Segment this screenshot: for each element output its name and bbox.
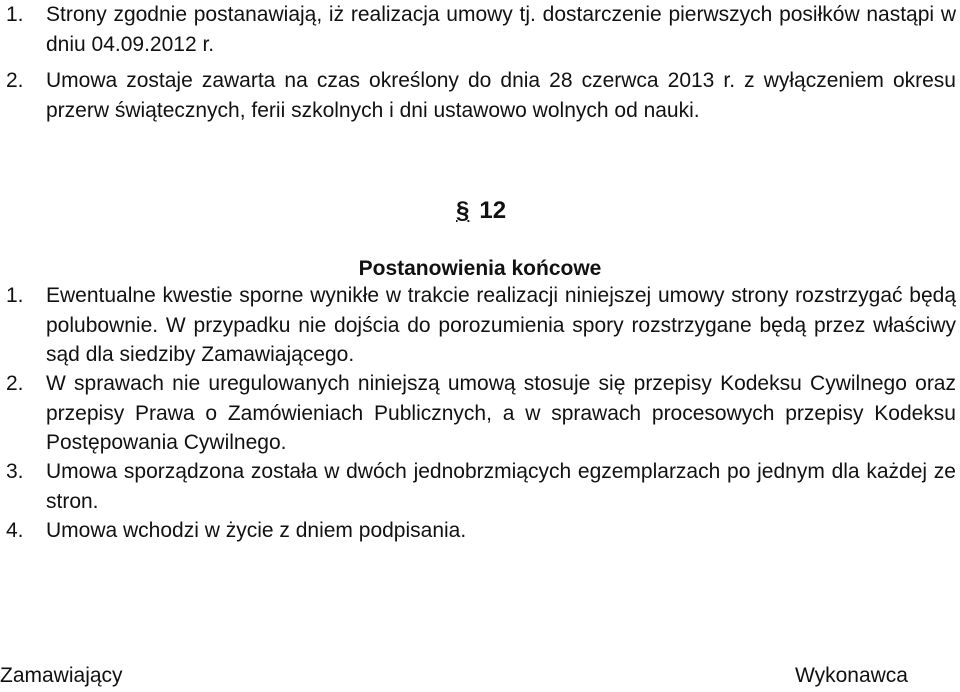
item-text: Ewentualne kwestie sporne wynikłe w trakcie realizacji niniejszej umowy strony rozstrzygać będą polubownie. W przypadku nie dojścia do porozumienia spory rozstrzygane będą przez właściwy sąd dla siedziby Zamawiającego. [46, 284, 956, 366]
list-item [6, 457, 956, 516]
item-number: 4. [6, 519, 24, 542]
item-text: Umowa sporządzona została w dwóch jednobrzmiących egzemplarzach po jednym dla każdej ze stron. [46, 460, 956, 513]
item-number: 1. [6, 3, 24, 26]
section-heading [456, 196, 506, 226]
section-title: Postanowienia końcowe [358, 257, 602, 280]
list-item [6, 66, 956, 125]
list-item [6, 0, 956, 59]
item-number: 3. [6, 460, 24, 483]
item-text: Umowa wchodzi w życie z dniem podpisania. [46, 519, 467, 542]
list-item [6, 281, 956, 370]
paragraph-symbol: § [456, 197, 470, 224]
signature-contractor: Wykonawca [794, 664, 908, 687]
item-number: 1. [6, 284, 24, 307]
item-text: W sprawach nie uregulowanych niniejszą umową stosuje się przepisy Kodeksu Cywilnego oraz przepisy Prawa o Zamówieniach Publicznych, a w sprawach procesowych przepisy Kodeksu Postępowania Cywilnego. [46, 372, 956, 454]
list-item [6, 516, 956, 546]
item-text: Umowa zostaje zawarta na czas określony do dnia 28 czerwca 2013 r. z wyłączeniem okresu przerw świątecznych, ferii szkolnych i dni ustawowo wolnych od nauki. [46, 69, 956, 122]
signature-contracting-party: Zamawiający [0, 664, 123, 687]
list-item [6, 369, 956, 458]
item-number: 2. [6, 69, 24, 92]
item-text: Strony zgodnie postanawiają, iż realizacja umowy tj. dostarczenie pierwszych posiłków nastąpi w dniu 04.09.2012 r. [46, 3, 956, 56]
section-number: 12 [479, 197, 507, 224]
item-number: 2. [6, 372, 24, 395]
